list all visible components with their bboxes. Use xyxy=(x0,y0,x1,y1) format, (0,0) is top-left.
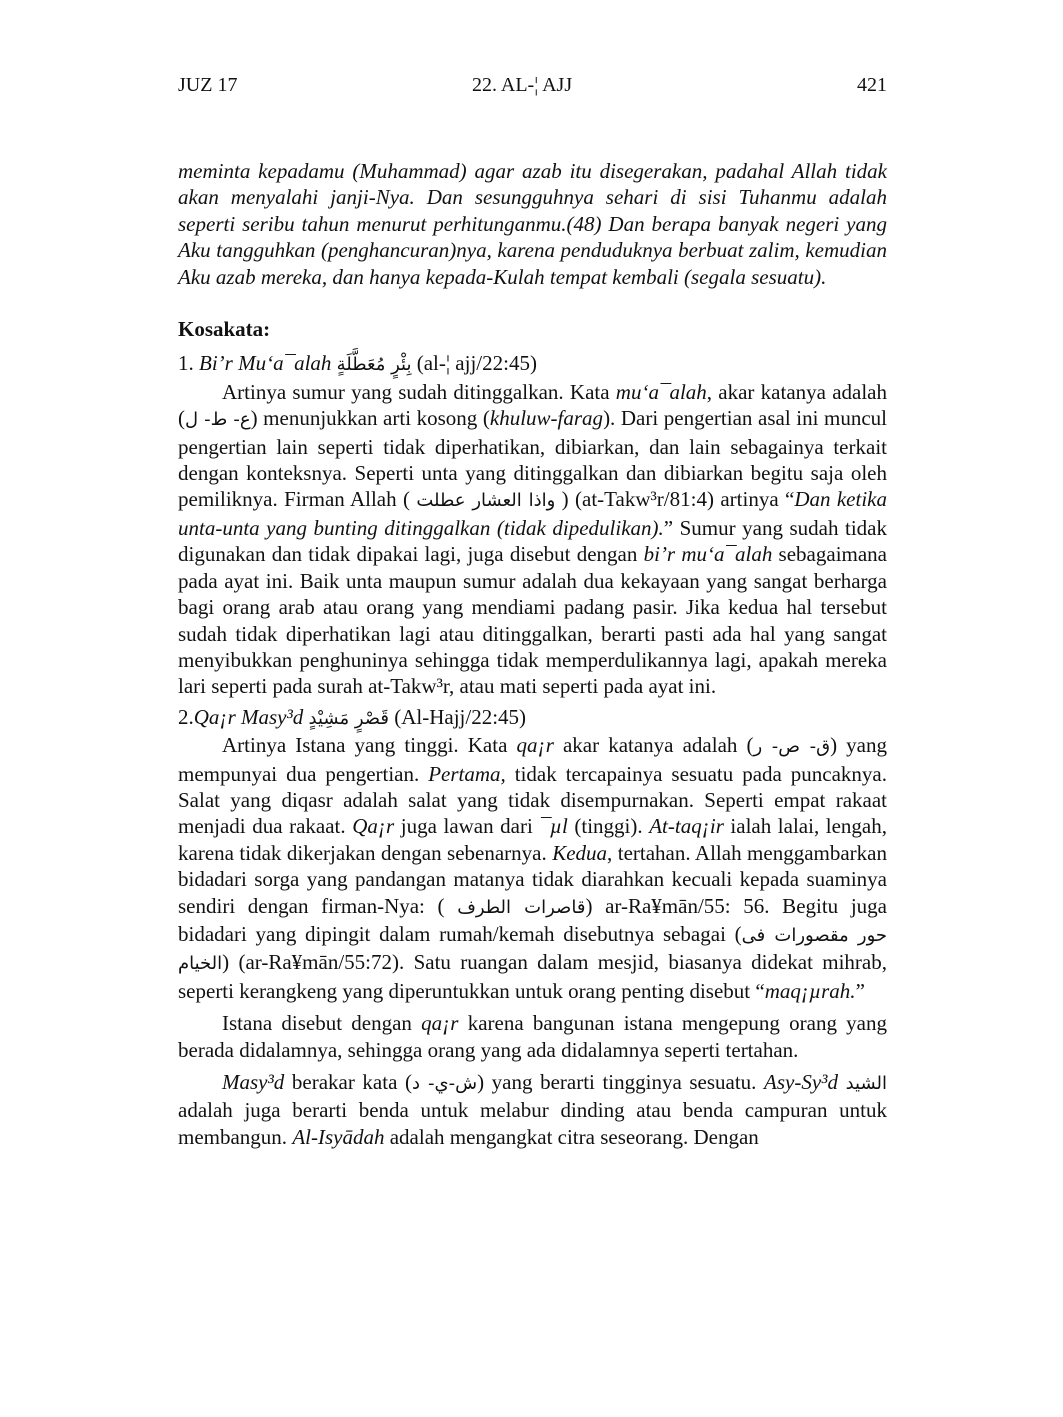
text: (Al-Hajj/22:45) xyxy=(389,704,527,729)
arabic-text: ع- ط- ل xyxy=(185,409,251,431)
arabic-text: ش-ي- د xyxy=(411,1073,478,1094)
text: ) (ar-Ra¥mān/55:72). Satu ruangan dalam mesjid, biasanya didekat mihrab, seperti kerangkeng yang diperuntukkan untuk orang penting disebut “ xyxy=(178,950,887,1003)
text: ) ar-Ra¥mān/55: 56. Begitu juga bidadari yang dipingit dalam rumah/kemah disebutnya sebagai ( xyxy=(178,893,887,946)
italic-text: bi’r mu‘a¯alah xyxy=(643,542,773,567)
italic-text: Qa¡r Masy³d xyxy=(193,704,304,729)
text xyxy=(838,1070,846,1094)
text: Artinya sumur yang sudah ditinggalkan. Kata xyxy=(222,379,616,404)
italic-text: Dan ketika unta-unta yang bunting ditinggalkan (tidak dipedulikan). xyxy=(178,487,887,540)
text: 1. xyxy=(178,351,199,376)
vocabulary-term xyxy=(178,350,887,378)
italic-text: At-taq¡ir xyxy=(649,814,724,839)
text: karena bangunan istana mengepung orang yang berada didalamnya, sehingga orang yang ada didalamnya seperti tertahan. xyxy=(178,1011,887,1062)
arabic-text: حور مقصورات فى الخيام xyxy=(178,924,887,975)
text: Istana disebut dengan xyxy=(222,1011,422,1036)
italic-text: Qa¡r xyxy=(352,814,395,839)
text: ) yang berarti tingginya sesuatu. xyxy=(477,1070,765,1094)
surah-title: 22. AL-¦ AJJ xyxy=(472,74,573,96)
paragraph xyxy=(178,732,887,1004)
text: akar katanya adalah ( xyxy=(553,733,754,758)
text: 2. xyxy=(178,704,194,729)
text: , akar katanya adalah ( xyxy=(178,379,887,431)
italic-text: Al-Isyādah xyxy=(292,1124,385,1149)
italic-text: Bi’r Mu‘a¯alah xyxy=(199,351,332,376)
text: Artinya Istana yang tinggi. Kata xyxy=(222,733,517,758)
italic-text: Masy³d xyxy=(222,1070,285,1094)
text: ) menunjukkan arti kosong ( xyxy=(250,406,490,431)
text: juga lawan dari xyxy=(394,814,540,839)
italic-text: qa¡r xyxy=(421,1011,459,1036)
italic-text: maq¡µrah. xyxy=(764,978,856,1003)
section-heading xyxy=(178,316,887,342)
text: tidak tercapainya sesuatu pada puncaknya. Salat yang diqasr adalah salat yang tidak disempurnakan. Seperti empat rakaat menjadi dua rakaat. xyxy=(178,761,888,839)
italic-text: mu‘a¯alah xyxy=(615,379,707,404)
italic-text: qa¡r xyxy=(516,733,554,758)
paragraph xyxy=(178,1010,887,1063)
text: ) (at-Takw³r/81:4) artinya “ xyxy=(555,487,795,512)
arabic-text: قَصْرٍ مَشِيْدٍ xyxy=(308,707,389,729)
text: adalah mengangkat citra seseorang. Dengan xyxy=(384,1124,759,1149)
arabic-text: واذا العشار عطلت xyxy=(416,490,556,512)
text: (tinggi). xyxy=(567,814,650,839)
arabic-text: ق- ص- ر xyxy=(753,736,831,758)
text: (al-¦ ajj/22:45) xyxy=(411,351,537,376)
text: adalah juga berarti benda untuk melabur dinding atau benda campuran untuk membangun. xyxy=(178,1098,887,1149)
italic-text: ¯µl xyxy=(539,814,568,839)
paragraph xyxy=(178,1069,887,1150)
text: ). Dari pengertian asal ini muncul pengertian lain seperti tidak diperhatikan, dibiarkan, dan lain sebagainya terkait dengan konteksnya. Seperti unta yang ditinggalkan dan dibiarkan begitu saja oleh pemiliknya. Firman Allah ( xyxy=(178,406,887,512)
text: ” xyxy=(855,978,865,1003)
text: , tertahan. Allah menggambarkan bidadari sorga yang pandangan matanya tidak diarahkan kecuali kepada suaminya sendiri dengan firman-Nya: ( xyxy=(178,840,887,918)
text: berakar kata ( xyxy=(284,1070,412,1094)
italic-text: Asy-Sy³d xyxy=(764,1070,838,1094)
arabic-text: بِئْرٍ مُعَطَّلَةٍ xyxy=(336,354,412,376)
text: Kosakata: xyxy=(178,317,271,342)
text: ialah lalai, lengah, karena tidak dikerjakan dengan sebenarnya. xyxy=(178,814,887,865)
italic-text: Pertama, xyxy=(428,761,506,786)
italic-text: Kedua xyxy=(552,840,608,865)
page-number: 421 xyxy=(857,74,887,96)
arabic-text: الشيد xyxy=(845,1073,887,1094)
text: sebagaimana pada ayat ini. Baik unta maupun sumur adalah dua kekayaan yang sangat berharga bagi orang arab atau orang yang mendiami padang pasir. Jika kedua hal tersebut sudah tidak diperhatikan lagi atau ditinggalkan, berarti pasti ada hal yang sangat menyibukkan penghuninya sehingga tidak memperdulikannya lagi, apakah mereka lari seperti pada surah at-Takw³r, atau mati seperti pada ayat ini. xyxy=(178,542,887,699)
paragraph xyxy=(178,158,887,290)
arabic-text: قاصرات الطرف xyxy=(457,896,586,918)
text: meminta kepadamu (Muhammad) agar azab itu disegerakan, padahal Allah tidak akan menyalahi janji-Nya. Dan sesungguhnya sehari di sisi Tuhanmu adalah seperti seribu tahun menurut perhitunganmu.(48) Dan berapa banyak negeri yang Aku tangguhkan (penghancuran)nya, karena penduduknya berbuat zalim, kemudian Aku azab mereka, dan hanya kepada-Kulah tempat kembali (segala sesuatu). xyxy=(178,159,887,289)
italic-text: khuluw-farag xyxy=(489,406,604,431)
paragraph xyxy=(178,379,887,700)
text: ” Sumur yang sudah tidak digunakan dan tidak dipakai lagi, juga disebut dengan xyxy=(178,515,887,567)
text: ) yang mempunyai dua pengertian. xyxy=(178,733,887,786)
vocabulary-term xyxy=(178,704,887,732)
juz-label: JUZ 17 xyxy=(178,74,238,96)
running-header xyxy=(178,74,887,102)
page-body xyxy=(178,158,887,1150)
